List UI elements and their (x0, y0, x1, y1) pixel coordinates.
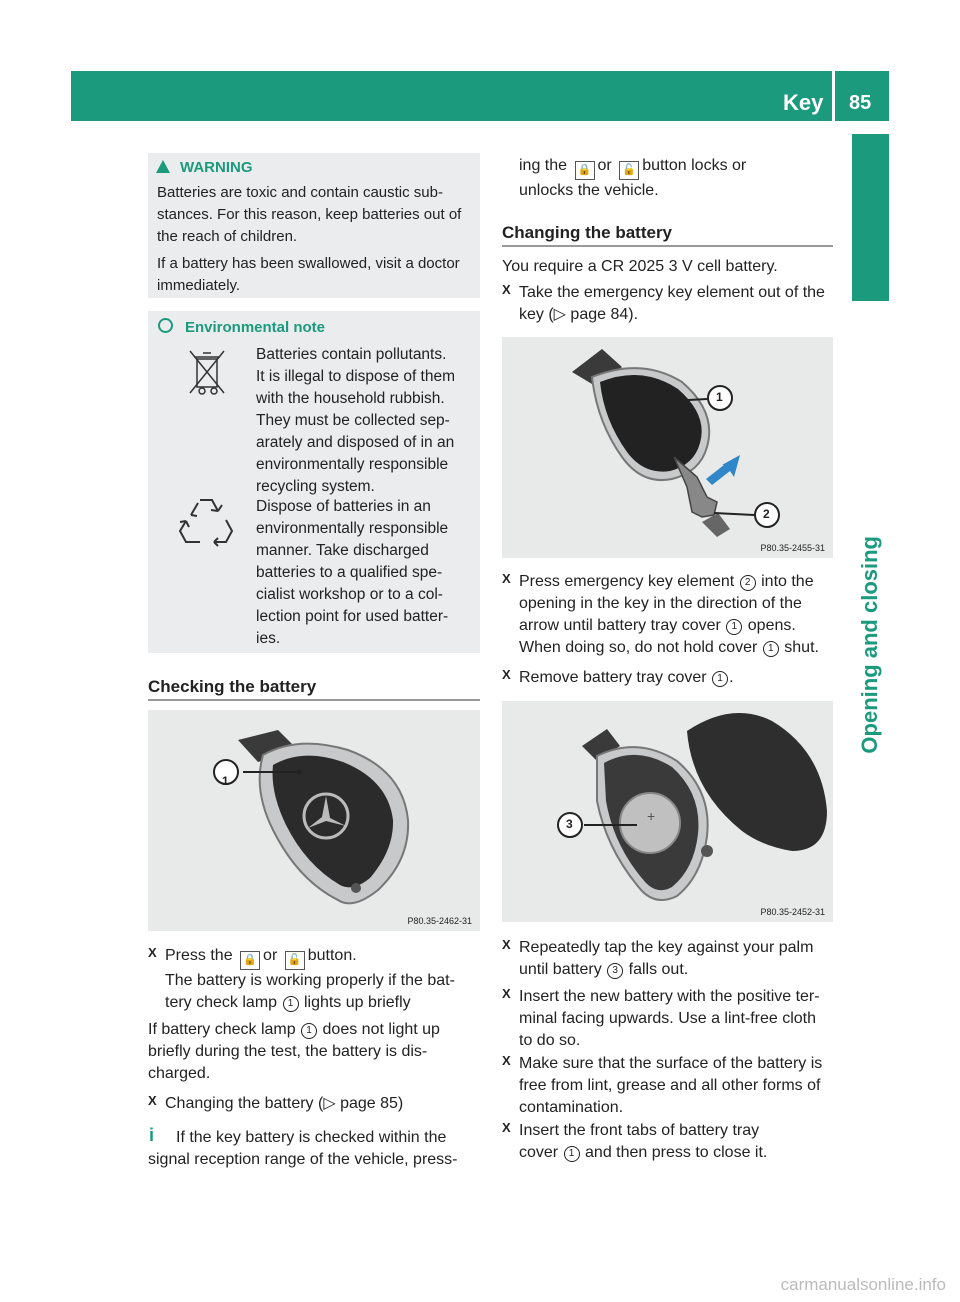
warning-line: Batteries are toxic and contain caustic sub- (157, 184, 443, 201)
text: Press the (165, 947, 233, 964)
heading-rule (148, 699, 480, 701)
text: Press emergency key element (519, 573, 735, 590)
callout-1-icon: 1 (564, 1146, 580, 1162)
warning-text (157, 182, 461, 297)
env-line: It is illegal to dispose of them (256, 368, 456, 385)
text: opens. (747, 617, 796, 634)
callout-2: 2 (763, 507, 770, 521)
env-line: Batteries contain pollutants. (256, 346, 447, 363)
env-title-row (158, 318, 325, 336)
continued-paragraph (519, 155, 746, 202)
key-photo-battery (502, 701, 833, 922)
heading-rule (502, 245, 833, 247)
warning-box (148, 153, 480, 298)
section-title: Key (783, 90, 824, 115)
text: tery check lamp (165, 994, 278, 1011)
env-line: cialist workshop or to a col- (256, 586, 443, 603)
step-arrow-icon: X (502, 667, 511, 682)
text: opening in the key in the direction of the (519, 595, 802, 612)
text: falls out. (628, 961, 689, 978)
page-reference-link[interactable]: Changing the battery (▷ page 85) (165, 1095, 404, 1112)
callout-1-icon: 1 (283, 996, 299, 1012)
text: free from lint, grease and all other forms of (519, 1077, 821, 1094)
warning-line: If a battery has been swallowed, visit a doctor (157, 255, 460, 272)
lock-button-icon: 🔒 (575, 161, 595, 180)
text: Remove battery tray cover (519, 669, 707, 686)
lightbulb-icon (158, 318, 173, 333)
env-line: lection point for used batter- (256, 608, 449, 625)
env-line: batteries to a qualified spe- (256, 564, 443, 581)
callout-2-icon: 2 (740, 575, 756, 591)
env-line: environmentally responsible (256, 520, 449, 537)
header-separator (832, 71, 835, 121)
page-reference-link[interactable]: key (▷ page 84). (519, 306, 639, 323)
intro-text: You require a CR 2025 3 V cell battery. (502, 258, 778, 275)
step-arrow-icon: X (502, 1120, 511, 1135)
environmental-note-box (148, 311, 480, 653)
callout-1-icon: 1 (763, 641, 779, 657)
info-note (148, 1127, 458, 1171)
text: minal facing upwards. Use a lint-free cloth (519, 1010, 817, 1027)
info-icon: i (149, 1125, 155, 1145)
page-number: 85 (849, 92, 872, 114)
env-line: ies. (256, 630, 281, 647)
key-illustration (502, 701, 833, 922)
text: until battery (519, 961, 602, 978)
text: unlocks the vehicle. (519, 182, 659, 199)
text: button. (307, 947, 357, 964)
env-paragraph-1 (256, 344, 455, 498)
step-arrow-icon: X (502, 1053, 511, 1068)
text: to do so. (519, 1032, 581, 1049)
text: When doing so, do not hold cover (519, 639, 758, 656)
env-paragraph-2 (256, 496, 448, 650)
step-arrow-icon: X (148, 945, 157, 960)
step-tap-key (502, 937, 813, 981)
text: . (729, 669, 734, 686)
text: arrow until battery tray cover (519, 617, 721, 634)
text: Repeatedly tap the key against your palm (519, 939, 814, 956)
callout-1-icon: 1 (301, 1023, 317, 1039)
key-photo-open (502, 337, 833, 558)
env-title: Environmental note (185, 319, 326, 336)
header-bar (71, 71, 889, 121)
recycle-icon (178, 494, 234, 550)
warning-line: stances. For this reason, keep batteries out of (157, 206, 462, 223)
image-caption: P80.35-2455-31 (760, 543, 825, 553)
callout-1-icon: 1 (726, 619, 742, 635)
text: If battery check lamp (148, 1021, 296, 1038)
text: ing the (519, 157, 568, 174)
text: Make sure that the surface of the battery is (519, 1055, 823, 1072)
callout-3: 3 (566, 817, 573, 831)
env-line: environmentally responsible (256, 456, 449, 473)
env-line: Dispose of batteries in an (256, 498, 431, 515)
step-check-surface (502, 1053, 822, 1119)
text: If the key battery is checked within the (176, 1129, 447, 1146)
step-arrow-icon: X (502, 937, 511, 952)
text: Take the emergency key element out of the (519, 284, 825, 301)
warning-icon (156, 160, 170, 173)
unlock-button-icon: 🔓 (285, 951, 305, 970)
text: signal reception range of the vehicle, press- (148, 1151, 458, 1168)
side-tab (852, 134, 889, 301)
step-arrow-icon: X (502, 986, 511, 1001)
step-remove-cover (502, 667, 734, 689)
step-arrow-icon: X (502, 282, 511, 297)
step-arrow-icon: X (148, 1093, 157, 1108)
callout-1: 1 (222, 774, 229, 788)
lock-button-icon: 🔒 (240, 951, 260, 970)
env-line: They must be collected sep- (256, 412, 450, 429)
env-line: manner. Take discharged (256, 542, 429, 559)
step-press-emergency-key (502, 571, 819, 659)
callout-1-icon: 1 (712, 671, 728, 687)
env-line: arately and disposed of in an (256, 434, 455, 451)
step-press-button (148, 945, 455, 1014)
checking-heading: Checking the battery (148, 677, 317, 696)
unlock-button-icon: 🔓 (619, 161, 639, 180)
image-caption: P80.35-2462-31 (407, 916, 472, 926)
text: and then press to close it. (585, 1144, 768, 1161)
svg-text:+: + (647, 808, 656, 824)
side-tab-label: Opening and closing (857, 536, 882, 754)
warning-title: WARNING (180, 159, 253, 176)
check-paragraph (148, 1019, 440, 1085)
text: charged. (148, 1065, 211, 1082)
text: Insert the front tabs of battery tray (519, 1122, 760, 1139)
warning-title-row (156, 159, 253, 176)
env-line: with the household rubbish. (256, 390, 445, 407)
text: cover (519, 1144, 559, 1161)
text: briefly during the test, the battery is dis- (148, 1043, 428, 1060)
text: Insert the new battery with the positive ter- (519, 988, 820, 1005)
callout-3-icon: 3 (607, 963, 623, 979)
changing-heading: Changing the battery (502, 223, 673, 242)
key-illustration (502, 337, 833, 558)
text: shut. (784, 639, 819, 656)
text: or (263, 947, 278, 964)
key-photo-check (148, 710, 480, 931)
text: into the (761, 573, 814, 590)
step-arrow-icon: X (502, 571, 511, 586)
key-illustration (148, 710, 480, 931)
text: button locks or (642, 157, 747, 174)
step-insert-tabs (502, 1120, 767, 1164)
text: or (597, 157, 612, 174)
callout-1: 1 (716, 390, 723, 404)
image-caption: P80.35-2452-31 (760, 907, 825, 917)
step-changing-link (148, 1093, 403, 1115)
env-line: recycling system. (256, 478, 375, 495)
text: The battery is working properly if the bat- (165, 972, 455, 989)
crossed-bin-icon (188, 347, 228, 399)
text: contamination. (519, 1099, 624, 1116)
step-insert-battery (502, 986, 820, 1052)
step-take-key (502, 282, 825, 326)
text: does not light up (322, 1021, 440, 1038)
warning-line: the reach of children. (157, 228, 298, 245)
text: lights up briefly (303, 994, 411, 1011)
footer-watermark: carmanualsonline.info (780, 1275, 946, 1294)
warning-line: immediately. (157, 277, 241, 294)
